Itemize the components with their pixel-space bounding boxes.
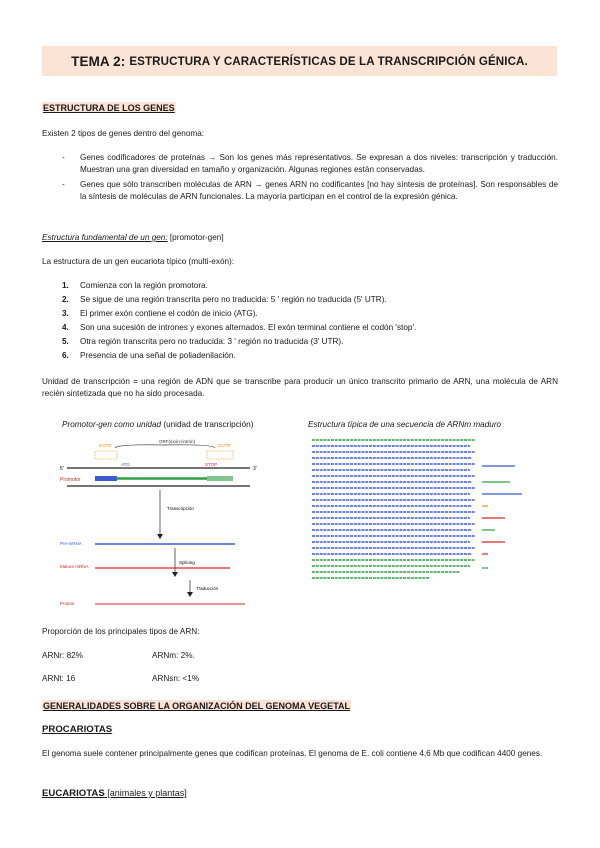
- step-number: 5.: [62, 337, 69, 346]
- utr5-box: [95, 451, 117, 459]
- arrowhead-transcription: [157, 534, 163, 539]
- step-text: El primer exón contiene el codón de inicio (ATG).: [80, 309, 258, 318]
- translation-label: Traducción: [196, 586, 219, 591]
- utr3-box: [207, 451, 233, 459]
- utr3-region: [207, 476, 233, 481]
- sub-heading: [42, 232, 558, 244]
- transcription-label: Transcripción: [167, 506, 194, 511]
- step-text: Presencia de una señal de poliadenilación.: [80, 351, 236, 360]
- mrna-sequence-figure: [310, 436, 570, 586]
- list-intro: La estructura de un gen eucariota típico (multi-exón):: [42, 257, 235, 266]
- arrowhead-splicing: [172, 572, 178, 577]
- gene-diagram: [55, 434, 305, 614]
- title-text: ESTRUCTURA Y CARACTERÍSTICAS DE LA TRANSCRIPCIÓN GÉNICA.: [129, 54, 528, 68]
- step-text: Comienza con la región promotora.: [80, 281, 208, 290]
- eukaryotes-tail: [animales y plantas]: [104, 788, 187, 798]
- eukaryotes-label: EUCARIOTAS: [42, 788, 105, 799]
- intro-text: Existen 2 tipos de genes dentro del genoma:: [42, 129, 205, 138]
- utr3-label: 3'UTR: [218, 443, 231, 448]
- splicing-label: Splicing: [179, 560, 195, 565]
- step-number: 1.: [62, 281, 69, 290]
- page-title: [42, 46, 557, 76]
- section-heading-genome: GENERALIDADES SOBRE LA ORGANIZACIÓN DEL GENOMA VEGETAL: [43, 701, 351, 711]
- bullet-dash: -: [62, 153, 65, 162]
- orf-brace: [115, 445, 215, 448]
- eukaryotes-heading: [42, 788, 187, 799]
- figure-left-caption: [62, 420, 253, 429]
- protein-label: Protein: [60, 601, 75, 606]
- prop-rrna: ARNr: 82%: [42, 651, 83, 660]
- step-number: 4.: [62, 323, 69, 332]
- prokaryotes-heading: PROCARIOTAS: [42, 724, 113, 735]
- atg-label: ATG: [121, 462, 130, 467]
- figure-left-caption-tail: (unidad de transcripción): [161, 420, 254, 429]
- figure-left-caption-italic: Promotor-gen como unidad: [62, 420, 162, 429]
- prop-trna: ARNt: 16: [42, 674, 76, 683]
- strand-5-label: 5': [60, 466, 64, 472]
- strand-3-label: 3': [253, 466, 257, 472]
- premrna-label: Pre-mRNA: [60, 541, 82, 546]
- orf-label: ORF(exón+intrón): [159, 439, 196, 444]
- prop-snrna: ARNsn: <1%: [152, 674, 200, 683]
- sub-heading-label: Estructura fundamental de un gen:: [42, 233, 168, 242]
- step-number: 6.: [62, 351, 69, 360]
- step-text: Se sigue de una región transcrita pero no traducida: 5 ' región no traducida (5' UTR).: [80, 295, 387, 304]
- sequence-lines: [312, 440, 475, 578]
- sub-heading-tail: [promotor-gen]: [167, 233, 224, 242]
- promotor-box: [95, 476, 117, 481]
- prop-mrna: ARNm: 2%.: [152, 651, 195, 660]
- promotor-label: Promotor: [60, 477, 81, 483]
- sequence-annotations: [482, 466, 522, 568]
- step-text: Son una sucesión de intrones y exones alternados. El exón terminal contiene el codón 'stop'.: [80, 323, 417, 332]
- bullet-dash: -: [62, 180, 65, 189]
- props-intro: Proporción de los principales tipos de ARN:: [42, 627, 200, 636]
- section-heading-genes: ESTRUCTURA DE LOS GENES: [43, 103, 175, 113]
- arrowhead-translation: [187, 592, 193, 597]
- figure-right-caption: Estructura típica de una secuencia de ARNm maduro: [308, 420, 502, 429]
- title-number: TEMA 2:: [71, 53, 126, 69]
- bullet-item: Genes codificadores de proteínas → Son los genes más representativos. Se expresan a dos niveles: transcripción y traducción. Muestran una gran diversidad en tamaño y organización. Algunas regiones están conservadas.: [80, 153, 558, 175]
- step-number: 3.: [62, 309, 69, 318]
- unit-paragraph: Unidad de transcripción = una región de ADN que se transcribe para producir un único transcrito primario de ARN, una molécula de ARN recién sintetizada que no ha sido procesada.: [42, 377, 558, 398]
- step-number: 2.: [62, 295, 69, 304]
- prokaryotes-text: El genoma suele contener principalmente genes que codifican proteínas. El genoma de E. coli contiene 4,6 Mb que codifican 4400 genes.: [42, 749, 543, 758]
- step-text: Otra región transcrita pero no traducida: 3 ' región no traducida (3' UTR).: [80, 337, 344, 346]
- bullet-item: Genes que sólo transcriben moléculas de ARN → genes ARN no codificantes [no hay síntesis de proteínas]. Son responsables de la síntesis de moléculas de ARN funcionales. La mayoría participan en el control de la expresión génica.: [80, 180, 558, 202]
- stop-label: STOP: [205, 462, 218, 467]
- utr5-label: 5'UTR: [99, 443, 112, 448]
- mrna-label: Mature mRNA: [60, 564, 89, 569]
